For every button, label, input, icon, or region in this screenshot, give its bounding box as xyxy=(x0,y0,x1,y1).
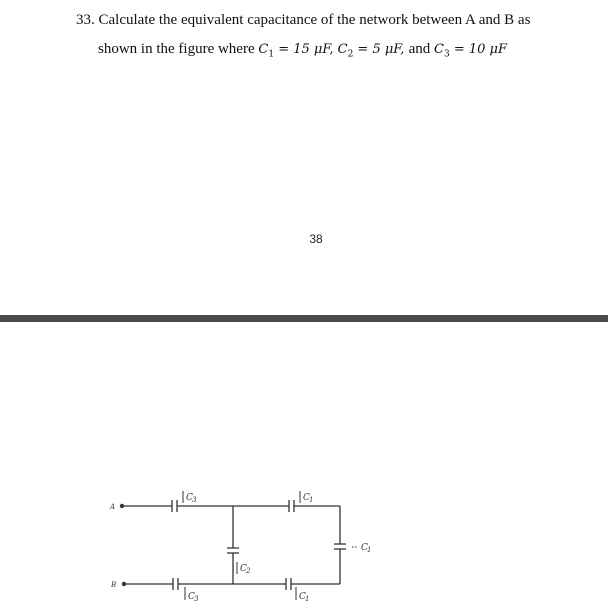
svg-text:C: C xyxy=(188,592,195,602)
label-bottom-left xyxy=(185,587,199,603)
terminal-b-label: B xyxy=(111,581,117,589)
svg-text:3: 3 xyxy=(192,496,197,504)
question-number: 33. xyxy=(76,12,95,28)
svg-text:C: C xyxy=(186,493,193,503)
circuit-figure xyxy=(0,470,608,616)
c3-value: $C_3 = 10$ μF xyxy=(434,42,507,60)
and-text: and xyxy=(408,41,434,57)
svg-text:C: C xyxy=(361,543,368,553)
svg-text:1: 1 xyxy=(309,496,314,504)
question-line-1 xyxy=(76,10,530,30)
label-middle xyxy=(237,562,251,575)
question-line-2 xyxy=(98,39,507,65)
svg-text:C: C xyxy=(240,564,247,574)
page-number: 38 xyxy=(309,232,323,246)
svg-text:C: C xyxy=(299,592,306,602)
question-text-line-1: Calculate the equivalent capacitance of the network between A and B as xyxy=(98,12,531,28)
page-divider xyxy=(0,315,608,322)
svg-text:3: 3 xyxy=(194,595,199,603)
svg-text:C: C xyxy=(303,493,310,503)
label-bottom-right xyxy=(296,587,309,603)
terminal-a-label: A xyxy=(110,503,116,511)
c1-value: $C_1 = 15$ μF, xyxy=(258,42,338,60)
terminal-b-dot xyxy=(122,582,126,586)
label-top-left xyxy=(183,491,197,504)
circuit-diagram xyxy=(0,470,608,616)
terminal-a-dot xyxy=(120,504,124,508)
label-top-right xyxy=(300,491,313,504)
c2-value: $C_2 = 5$ μF, xyxy=(337,42,409,60)
label-right xyxy=(352,543,371,554)
svg-text:2: 2 xyxy=(246,567,251,575)
svg-text:1: 1 xyxy=(367,546,372,554)
svg-text:1: 1 xyxy=(305,595,310,603)
question-text-line-2: shown in the figure where xyxy=(98,41,259,57)
